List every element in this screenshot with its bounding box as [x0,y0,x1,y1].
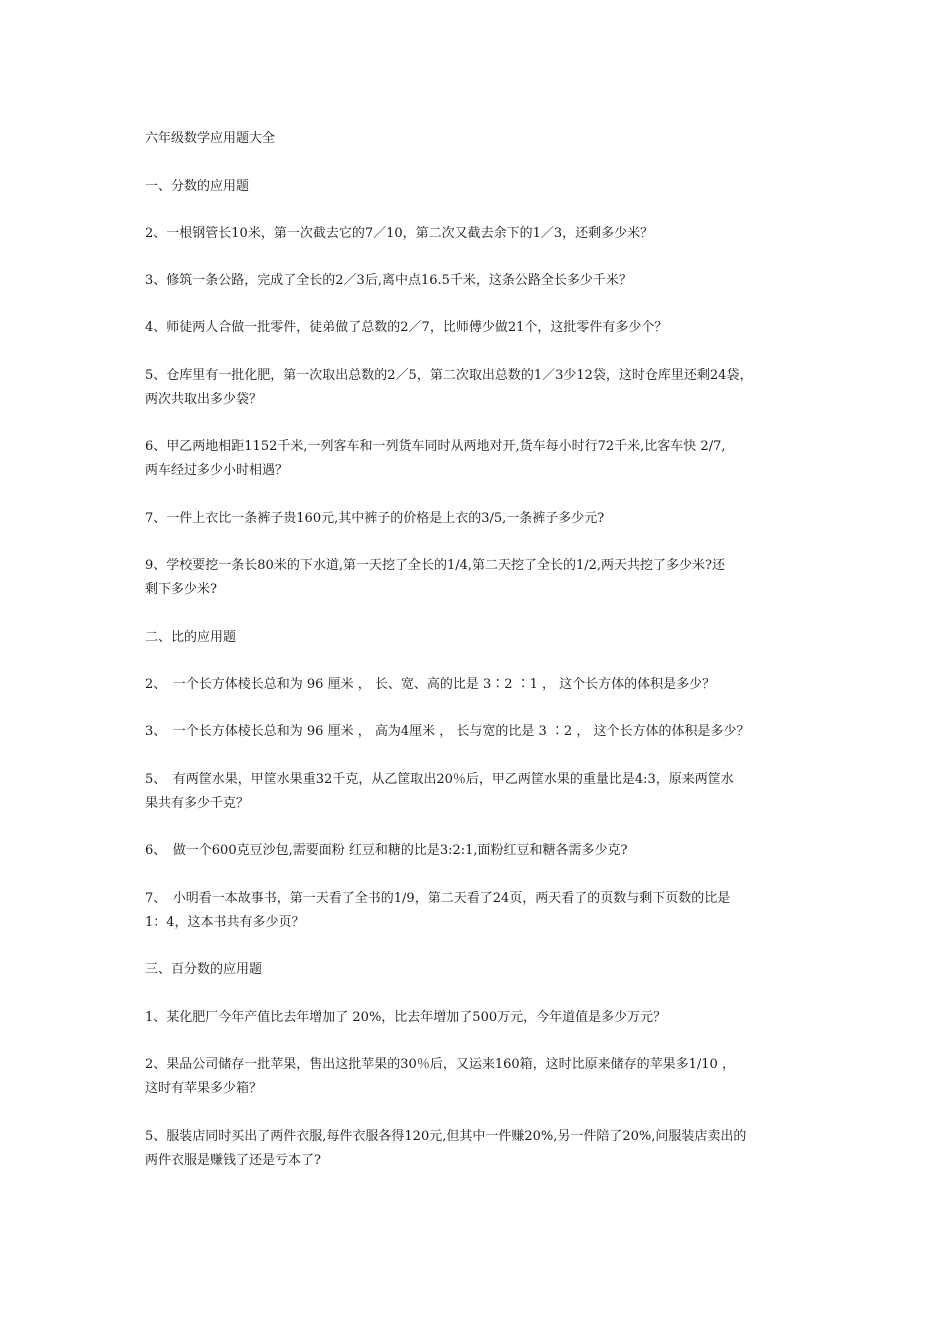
problem-line: 7、一件上衣比一条裤子贵160元,其中裤子的价格是上衣的3/5,一条裤子多少元? [145,511,605,526]
problem-line: 两车经过多少小时相遇？ [145,463,289,478]
problem-line: 5、 有两筐水果，甲筐水果重32千克，从乙筐取出20％后，甲乙两筐水果的重量比是4:3，原来两筐水 [145,772,734,787]
problem-line: 两件衣服是赚钱了还是亏本了? [145,1153,321,1168]
problem-line: 6、甲乙两地相距1152千米,一列客车和一列货车同时从两地对开,货车每小时行72千米,比客车快 2/7, [145,439,726,454]
problem-line: 6、 做一个600克豆沙包,需要面粉 红豆和糖的比是3:2:1,面粉红豆和糖各需多少克? [145,843,628,858]
problem-line: 果共有多少千克？ [145,796,250,811]
problem-line: 7、 小明看一本故事书，第一天看了全书的1/9，第二天看了24页，两天看了的页数与剩下页数的比是 [145,891,731,906]
problem-line: 3、修筑一条公路，完成了全长的2／3后,离中点16.5千米，这条公路全长多少千米？ [145,273,632,288]
problem-line: 3、 一个长方体棱长总和为 96 厘米 ， 高为4厘米 ， 长与宽的比是 3 ∶2 ， 这个长方体的体积是多少？ [145,724,750,739]
problem-line: 4、师徒两人合做一批零件，徒弟做了总数的2／7，比师傅少做21个，这批零件有多少个？ [145,320,668,335]
problem-line: 2、一根钢管长10米，第一次截去它的7／10，第二次又截去余下的1／3，还剩多少米？ [145,226,654,241]
problem-line: 9、学校要挖一条长80米的下水道,第一天挖了全长的1/4,第二天挖了全长的1/2,两天共挖了多少米?还 [145,558,726,573]
problem-line: 2、果品公司储存一批苹果，售出这批苹果的30％后，又运来160箱，这时比原来储存的苹果多1/10 ， [145,1057,735,1072]
section-heading-percentages: 三、百分数的应用题 [145,962,263,977]
problem-line: 5、仓库里有一批化肥，第一次取出总数的2／5，第二次取出总数的1／3少12袋，这时仓库里还剩24袋， [145,368,753,383]
section-heading-fractions: 一、分数的应用题 [145,179,250,194]
problem-line: 剩下多少米? [145,582,217,597]
document-title: 六年级数学应用题大全 [145,131,276,146]
problem-line: 1：4，这本书共有多少页？ [145,915,305,930]
problem-line: 这时有苹果多少箱？ [145,1081,263,1096]
section-heading-ratios: 二、比的应用题 [145,630,237,645]
problem-line: 2、 一个长方体棱长总和为 96 厘米 ， 长、宽、高的比是 3∶2 ∶1 ， 这个长方体的体积是多少？ [145,677,716,692]
problem-line: 1、某化肥厂今年产值比去年增加了 20%，比去年增加了500万元，今年道值是多少万元？ [145,1010,667,1025]
problem-line: 5、服装店同时买出了两件衣服,每件衣服各得120元,但其中一件赚20%,另一件陪了20%,问服装店卖出的 [145,1129,747,1144]
problem-line: 两次共取出多少袋？ [145,392,263,407]
